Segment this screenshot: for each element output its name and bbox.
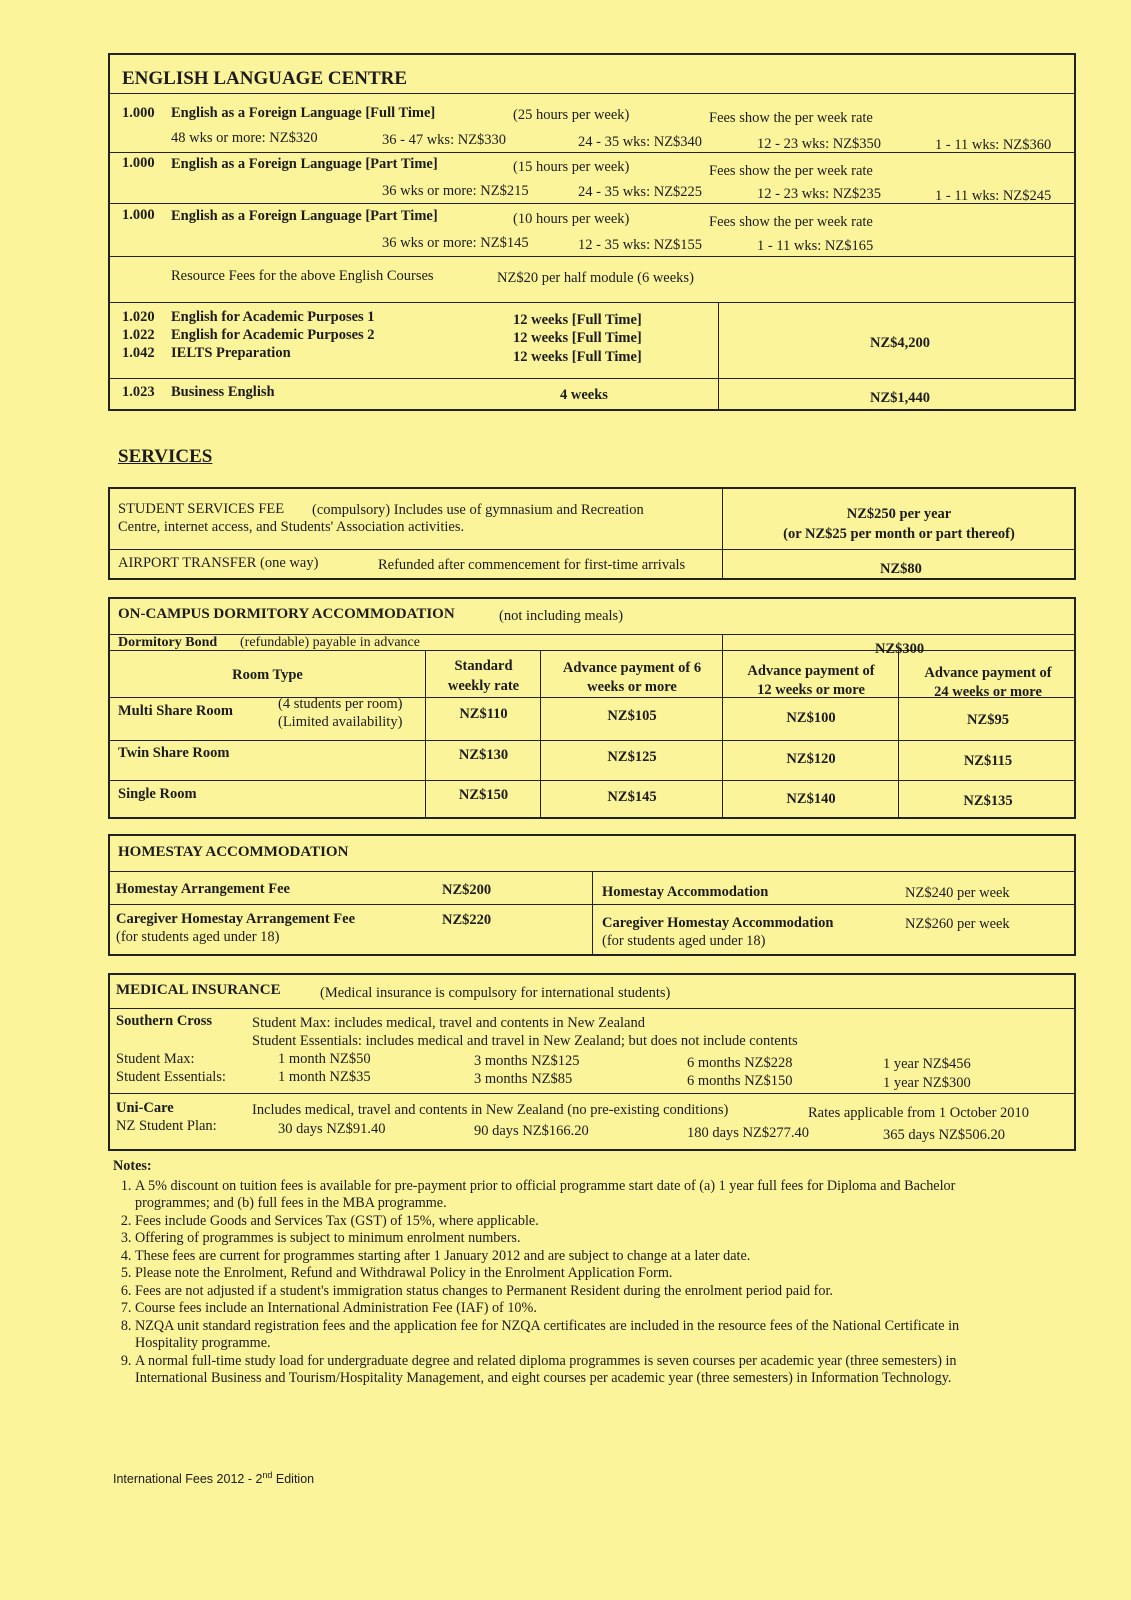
footer-text: International Fees 2012 - 2 xyxy=(113,1472,263,1487)
sc-ess-rate: 3 months NZ$85 xyxy=(474,1071,573,1087)
course-name: English for Academic Purposes 2 xyxy=(171,327,375,343)
sc-ess-rate: 1 year NZ$300 xyxy=(883,1075,971,1091)
ssf-fee-note: (or NZ$25 per month or part thereof) xyxy=(783,526,1015,542)
uc-name: Uni-Care xyxy=(116,1100,174,1116)
elc-pt15-rate: 24 - 35 wks: NZ$225 xyxy=(578,184,703,200)
uc-rate: 180 days NZ$277.40 xyxy=(687,1125,810,1141)
sc-ess-label: Student Essentials: xyxy=(116,1069,226,1085)
elc-pt15-rate: 1 - 11 wks: NZ$245 xyxy=(935,188,1052,204)
dorm-header-standard: Standard xyxy=(454,658,513,674)
course-duration: 12 weeks [Full Time] xyxy=(513,330,642,346)
homestay-care-note: (for students aged under 18) xyxy=(116,929,280,945)
elc-resource-value: NZ$20 per half module (6 weeks) xyxy=(497,270,694,286)
sc-max-rate: 1 month NZ$50 xyxy=(278,1051,371,1067)
sc-max-rate: 1 year NZ$456 xyxy=(883,1056,971,1072)
notes-list xyxy=(113,1178,1013,1388)
dorm-header-6wk: weeks or more xyxy=(587,679,677,695)
uc-plan: NZ Student Plan: xyxy=(116,1118,217,1134)
uc-desc: Includes medical, travel and contents in New Zealand (no pre-existing conditions) xyxy=(252,1102,729,1118)
note-item: 4. These fees are current for programmes starting after 1 January 2012 and are subject to change at a later date. xyxy=(135,1248,1013,1266)
dorm-header-room-type: Room Type xyxy=(232,667,303,683)
homestay-care-acc-fee: NZ$260 per week xyxy=(905,916,1010,932)
note-item: 6. Fees are not adjusted if a student's immigration status changes to Permanent Resident during the enrolment period paid for. xyxy=(135,1283,1013,1301)
uc-rate: 30 days NZ$91.40 xyxy=(278,1121,386,1137)
sc-desc: Student Essentials: includes medical and travel in New Zealand; but does not include contents xyxy=(252,1033,798,1049)
elc-ft-rate: 1 - 11 wks: NZ$360 xyxy=(935,137,1052,153)
elc-pt15-rate: 36 wks or more: NZ$215 xyxy=(382,183,529,199)
dorm-bond-value: NZ$300 xyxy=(875,641,925,657)
elc-ft-name: English as a Foreign Language [Full Time] xyxy=(171,105,436,121)
course-name: IELTS Preparation xyxy=(171,345,291,361)
dorm-rate: NZ$150 xyxy=(458,787,509,803)
homestay-care-acc-label: Caregiver Homestay Accommodation xyxy=(602,915,834,931)
dorm-rate: NZ$140 xyxy=(786,791,836,807)
sc-name: Southern Cross xyxy=(116,1013,213,1029)
homestay-arr-label: Homestay Arrangement Fee xyxy=(116,881,290,897)
note-item: 2. Fees include Goods and Services Tax (GST) of 15%, where applicable. xyxy=(135,1213,1013,1231)
homestay-acc-fee: NZ$240 per week xyxy=(905,885,1010,901)
dorm-header-standard: weekly rate xyxy=(447,678,520,694)
elc-pt10-rate: 12 - 35 wks: NZ$155 xyxy=(578,237,703,253)
uc-from: Rates applicable from 1 October 2010 xyxy=(808,1105,1030,1121)
notes-section xyxy=(113,1158,1013,1388)
dorm-rate: NZ$110 xyxy=(459,706,508,722)
elc-pt10-rate: 36 wks or more: NZ$145 xyxy=(382,235,529,251)
course-name: English for Academic Purposes 1 xyxy=(171,309,375,325)
course-code: 1.020 xyxy=(122,309,155,325)
dorm-bond-desc: (refundable) payable in advance xyxy=(240,635,420,650)
footer-sup: nd xyxy=(262,1470,273,1480)
elc-pt10-note: Fees show the per week rate xyxy=(709,214,873,230)
elc-pt10-rate: 1 - 11 wks: NZ$165 xyxy=(757,238,874,254)
sc-max-label: Student Max: xyxy=(116,1051,195,1067)
dorm-rate: NZ$125 xyxy=(607,749,657,765)
ssf-desc: Centre, internet access, and Students' Association activities. xyxy=(118,519,465,535)
business-fee: NZ$1,440 xyxy=(870,390,931,406)
elc-pt10-name: English as a Foreign Language [Part Time] xyxy=(171,208,438,224)
dorm-room-type: Twin Share Room xyxy=(118,745,230,761)
elc-resource-label: Resource Fees for the above English Courses xyxy=(171,268,434,284)
notes-title: Notes: xyxy=(113,1158,152,1174)
dorm-header-12wk: Advance payment of xyxy=(747,663,875,679)
elc-ft-rate: 36 - 47 wks: NZ$330 xyxy=(382,132,507,148)
elc-pt15-hours: (15 hours per week) xyxy=(513,159,630,175)
ssf-desc: (compulsory) Includes use of gymnasium and Recreation xyxy=(312,502,644,518)
sc-max-rate: 6 months NZ$228 xyxy=(687,1055,793,1071)
elc-ft-note: Fees show the per week rate xyxy=(709,110,873,126)
note-item: 5. Please note the Enrolment, Refund and Withdrawal Policy in the Enrolment Application Form. xyxy=(135,1265,1013,1283)
ssf-title: STUDENT SERVICES FEE xyxy=(118,501,285,517)
dorm-rate: NZ$135 xyxy=(963,793,1013,809)
homestay-care-label: Caregiver Homestay Arrangement Fee xyxy=(116,911,356,927)
sc-desc: Student Max: includes medical, travel and contents in New Zealand xyxy=(252,1015,645,1031)
dorm-room-type: Multi Share Room xyxy=(118,703,233,719)
course-code: 1.022 xyxy=(122,327,155,343)
elc-pt15-code: 1.000 xyxy=(122,155,155,171)
dorm-room-note: (Limited availability) xyxy=(278,714,403,730)
dorm-rate: NZ$115 xyxy=(963,753,1013,769)
elc-ft-rate: 48 wks or more: NZ$320 xyxy=(171,130,318,146)
elc-pt15-name: English as a Foreign Language [Part Time] xyxy=(171,156,438,172)
elc-pt10-code: 1.000 xyxy=(122,207,155,223)
dorm-title-note: (not including meals) xyxy=(499,608,624,624)
homestay-care-fee: NZ$220 xyxy=(442,912,492,928)
dorm-rate: NZ$95 xyxy=(967,712,1009,728)
business-duration: 4 weeks xyxy=(560,387,608,403)
sc-ess-rate: 6 months NZ$150 xyxy=(687,1073,793,1089)
dorm-rate: NZ$120 xyxy=(786,751,836,767)
course-duration: 12 weeks [Full Time] xyxy=(513,312,642,328)
sc-max-rate: 3 months NZ$125 xyxy=(474,1053,580,1069)
uc-rate: 90 days NZ$166.20 xyxy=(474,1123,589,1139)
homestay-arr-fee: NZ$200 xyxy=(442,882,492,898)
medical-title: MEDICAL INSURANCE xyxy=(116,982,281,998)
dorm-rate: NZ$105 xyxy=(607,708,657,724)
footer-edition xyxy=(113,1470,314,1486)
note-item: 8. NZQA unit standard registration fees and the application fee for NZQA certificates are included in the resource fees of the National Certificate in Hospitality programme. xyxy=(135,1318,1013,1353)
airport-fee: NZ$80 xyxy=(880,561,922,577)
dorm-header-12wk: 12 weeks or more xyxy=(757,682,865,698)
course-duration: 12 weeks [Full Time] xyxy=(513,349,642,365)
sc-ess-rate: 1 month NZ$35 xyxy=(278,1069,371,1085)
medical-title-note: (Medical insurance is compulsory for international students) xyxy=(320,985,671,1001)
uc-rate: 365 days NZ$506.20 xyxy=(883,1127,1006,1143)
elc-ft-hours: (25 hours per week) xyxy=(513,107,630,123)
elc-ft-rate: 24 - 35 wks: NZ$340 xyxy=(578,134,703,150)
services-title: SERVICES xyxy=(118,446,213,467)
note-item: 9. A normal full-time study load for undergraduate degree and related diploma programmes is seven courses per academic year (three semesters) in International Business and Tourism/Hospitality Management, and eight courses per academic year (three semesters) in Information Technology. xyxy=(135,1353,1013,1388)
note-item: 3. Offering of programmes is subject to minimum enrolment numbers. xyxy=(135,1230,1013,1248)
elc-pt15-rate: 12 - 23 wks: NZ$235 xyxy=(757,186,882,202)
footer-suffix: Edition xyxy=(272,1472,315,1487)
business-code: 1.023 xyxy=(122,384,155,400)
note-item: 1. A 5% discount on tuition fees is available for pre-payment prior to official programme start date of (a) 1 year full fees for Diploma and Bachelor programmes; and (b) full fees in the MBA programme. xyxy=(135,1178,1013,1213)
homestay-title: HOMESTAY ACCOMMODATION xyxy=(118,844,349,860)
dorm-rate: NZ$145 xyxy=(607,789,657,805)
dorm-rate: NZ$100 xyxy=(786,710,836,726)
dorm-header-6wk: Advance payment of 6 xyxy=(562,660,702,676)
elc-ft-code: 1.000 xyxy=(122,105,155,121)
courses-fee: NZ$4,200 xyxy=(870,335,931,351)
business-name: Business English xyxy=(171,384,275,400)
elc-ft-rate: 12 - 23 wks: NZ$350 xyxy=(757,136,882,152)
dorm-header-24wk: Advance payment of xyxy=(924,665,1052,681)
course-code: 1.042 xyxy=(122,345,155,361)
elc-title: ENGLISH LANGUAGE CENTRE xyxy=(122,68,408,89)
dorm-bond-label: Dormitory Bond xyxy=(118,635,218,650)
dorm-title: ON-CAMPUS DORMITORY ACCOMMODATION xyxy=(118,606,455,622)
airport-desc: Refunded after commencement for first-time arrivals xyxy=(378,557,686,573)
dorm-room-note: (4 students per room) xyxy=(278,696,403,712)
airport-title: AIRPORT TRANSFER (one way) xyxy=(118,555,319,571)
homestay-care-acc-note: (for students aged under 18) xyxy=(602,933,766,949)
elc-pt10-hours: (10 hours per week) xyxy=(513,211,630,227)
dorm-room-type: Single Room xyxy=(118,786,197,802)
dorm-rate: NZ$130 xyxy=(458,747,509,763)
elc-pt15-note: Fees show the per week rate xyxy=(709,163,873,179)
note-item: 7. Course fees include an International Administration Fee (IAF) of 10%. xyxy=(135,1300,1013,1318)
homestay-acc-label: Homestay Accommodation xyxy=(602,884,769,900)
ssf-fee: NZ$250 per year xyxy=(846,506,952,522)
dorm-header-24wk: 24 weeks or more xyxy=(934,684,1042,700)
